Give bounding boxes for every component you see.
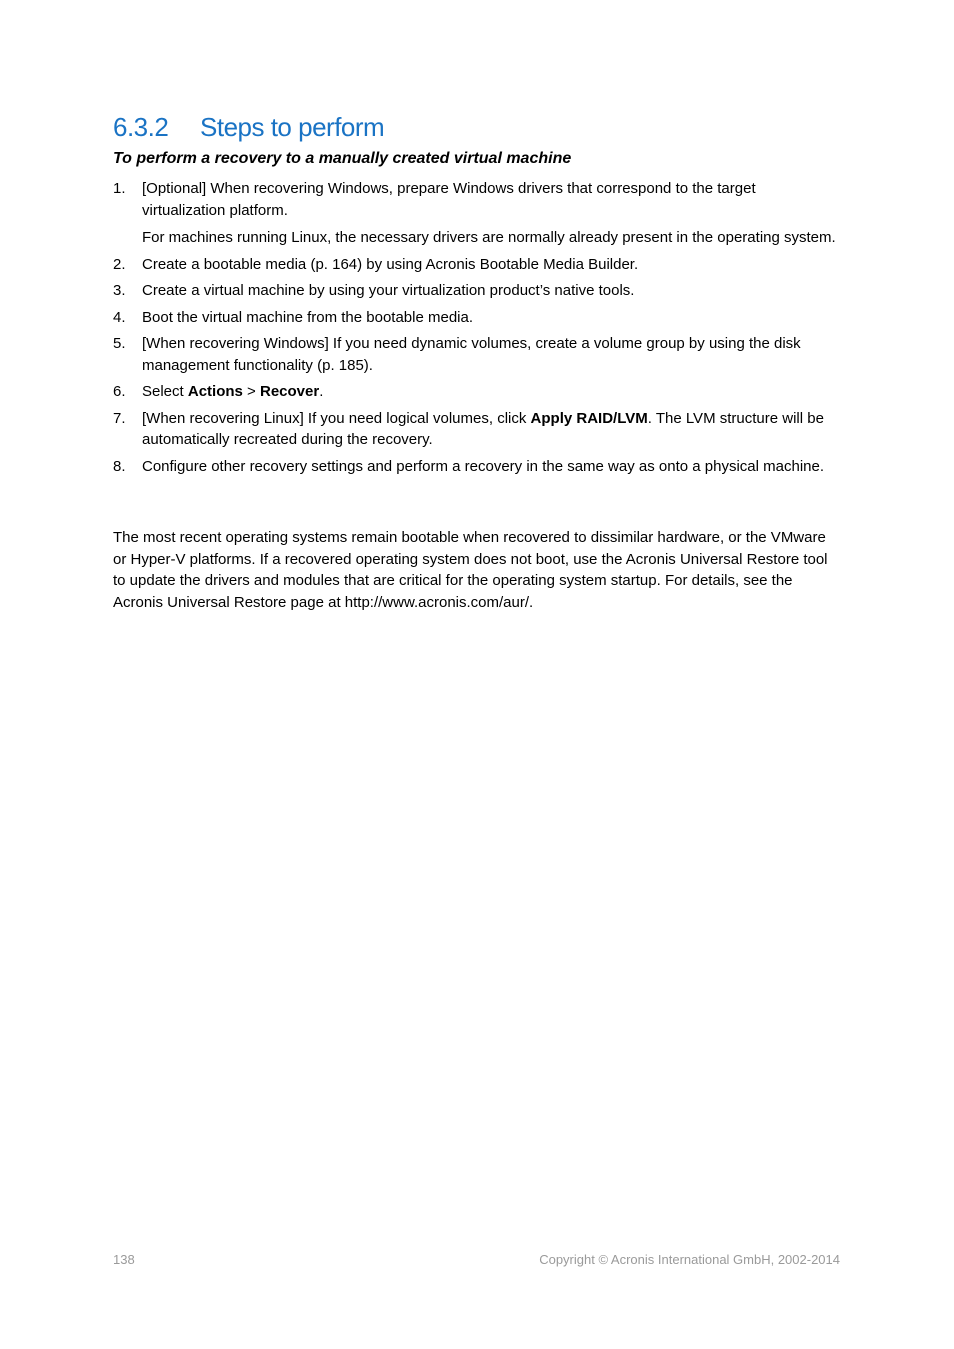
section-number: 6.3.2: [113, 112, 169, 142]
list-item: [113, 456, 843, 478]
step-number: 4.: [113, 308, 126, 326]
list-item: [113, 333, 843, 376]
step-note: For machines running Linux, the necessary drivers are normally already present in the operating system.: [142, 229, 836, 246]
step-text: Create a virtual machine by using your virtualization product’s native tools.: [142, 282, 635, 299]
step-text: Configure other recovery settings and perform a recovery in the same way as onto a physical machine.: [142, 457, 825, 475]
section-heading: [113, 112, 384, 143]
step-number: 6.: [113, 383, 126, 400]
step-number: 3.: [113, 282, 126, 299]
step-text: [Optional] When recovering Windows, prepare Windows drivers that correspond to the target virtualization platform.: [142, 180, 756, 219]
menu-separator: >: [242, 383, 260, 400]
closing-paragraph: The most recent operating systems remain bootable when recovered to dissimilar hardware, or the VMware or Hyper-V platforms. If a recovered operating system does not boot, use the Acronis Universal Restore tool to update the drivers and modules that are critical for the operating system startup. For details, see the Acronis Universal Restore page at http://www.acronis.com/aur/.: [113, 529, 828, 611]
list-item: [113, 408, 843, 451]
copyright-notice: Copyright © Acronis International GmbH, 2002-2014: [539, 1252, 840, 1267]
step-text: Create a bootable media (p. 164) by using Acronis Bootable Media Builder.: [142, 255, 639, 273]
step-text-prefix: Select: [142, 383, 188, 400]
step-text-prefix: [When recovering Linux] If you need logical volumes, click: [142, 409, 531, 427]
step-text: Boot the virtual machine from the bootable media.: [142, 308, 474, 326]
actions-menu-label: Actions: [187, 383, 243, 400]
list-item: [113, 307, 843, 329]
page-number: 138: [113, 1252, 135, 1267]
list-item: [113, 280, 843, 302]
step-number: 5.: [113, 335, 126, 352]
steps-list: [113, 178, 843, 482]
procedure-title: To perform a recovery to a manually created virtual machine: [113, 150, 572, 167]
step-number: 2.: [113, 255, 126, 273]
list-item: [113, 178, 843, 249]
step-number: 7.: [113, 409, 126, 427]
step-text-suffix: .: [319, 383, 324, 400]
step-text-suffix: . The LVM structure will be automatically recreated during the recovery.: [142, 409, 824, 448]
apply-raid-lvm-label: Apply RAID/LVM: [530, 409, 648, 427]
recover-command-label: Recover: [259, 383, 320, 400]
section-title: Steps to perform: [200, 112, 385, 142]
step-number: 1.: [113, 180, 126, 197]
step-text: [When recovering Windows] If you need dynamic volumes, create a volume group by using the disk management functionality (p. 185).: [142, 335, 801, 374]
list-item: [113, 254, 843, 276]
list-item: [113, 381, 843, 403]
step-number: 8.: [113, 457, 126, 475]
